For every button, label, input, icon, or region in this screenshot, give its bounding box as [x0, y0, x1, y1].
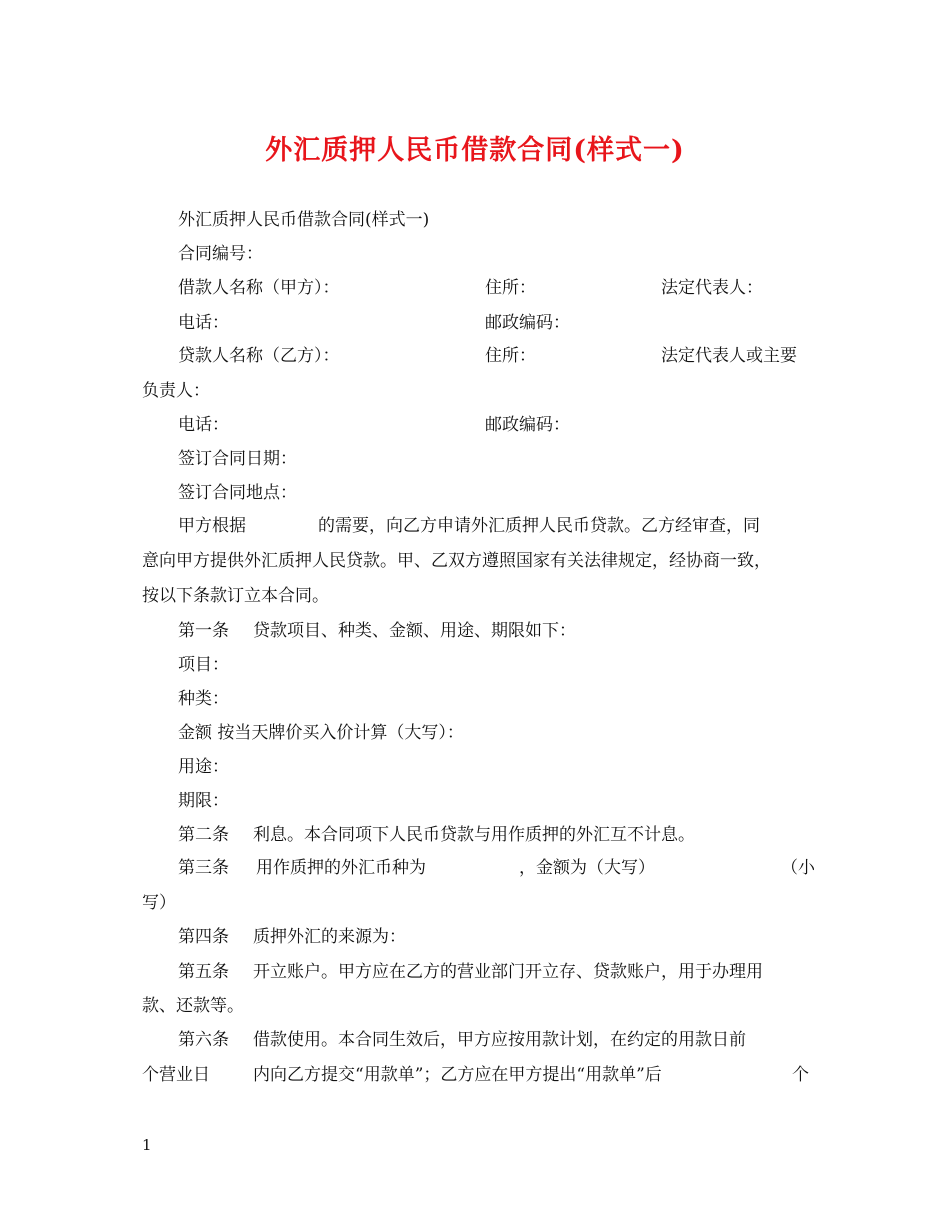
preamble-text: 按以下条款订立本合同。	[142, 586, 329, 606]
contract-heading: 外汇质押人民币借款合同(样式一)	[178, 210, 430, 230]
article-6-text: 个营业日	[142, 1065, 210, 1085]
contract-number-label: 合同编号：	[178, 244, 263, 264]
lender-legal-rep-label-cont: 负责人：	[142, 381, 210, 401]
article-3-label: 第三条	[178, 858, 229, 878]
borrower-postcode-label: 邮政编码：	[485, 313, 570, 333]
signing-place-label: 签订合同地点：	[178, 483, 297, 503]
article-5-label: 第五条	[178, 962, 229, 982]
lender-phone-label: 电话：	[178, 415, 229, 435]
article-4-label: 第四条	[178, 927, 229, 947]
preamble-text: 的需要，向乙方申请外汇质押人民币贷款。乙方经审查，同	[318, 516, 760, 536]
article-4-text: 质押外汇的来源为：	[253, 927, 406, 947]
borrower-legal-rep-label: 法定代表人：	[661, 278, 763, 298]
lender-name-label: 贷款人名称（乙方）：	[178, 346, 340, 366]
article-3-text: 写）	[142, 893, 176, 913]
amount-label: 金额 按当天牌价买入价计算（大写）：	[178, 723, 464, 743]
article-3-text: （小	[781, 858, 815, 878]
term-label: 期限：	[178, 791, 229, 811]
article-6-text: 借款使用。本合同生效后，甲方应按用款计划，在约定的用款日前	[253, 1030, 746, 1050]
preamble-text: 甲方根据	[178, 516, 246, 536]
project-label: 项目：	[178, 655, 229, 675]
article-1-text: 贷款项目、种类、金额、用途、期限如下：	[253, 621, 576, 641]
article-6-text: 内向乙方提交“用款单”；乙方应在甲方提出“用款单”后	[253, 1065, 662, 1085]
article-3-text: 用作质押的外汇币种为	[256, 858, 426, 878]
preamble-text: 意向甲方提供外汇质押人民贷款。甲、乙双方遵照国家有关法律规定，经协商一致，	[142, 551, 771, 571]
type-label: 种类：	[178, 689, 229, 709]
article-5-text: 开立账户。甲方应在乙方的营业部门开立存、贷款账户，用于办理用	[253, 962, 763, 982]
signing-date-label: 签订合同日期：	[178, 449, 297, 469]
article-3-text: ，金额为（大写）	[519, 858, 655, 878]
lender-address-label: 住所：	[485, 346, 536, 366]
article-6-text: 个	[792, 1065, 809, 1085]
lender-legal-rep-label: 法定代表人或主要	[661, 346, 797, 366]
page-number: 1	[142, 1136, 152, 1154]
borrower-name-label: 借款人名称（甲方）：	[178, 278, 340, 298]
article-6-label: 第六条	[178, 1030, 229, 1050]
article-1-label: 第一条	[178, 621, 229, 641]
article-2-text: 利息。本合同项下人民币贷款与用作质押的外汇互不计息。	[253, 825, 695, 845]
article-5-text: 款、还款等。	[142, 996, 244, 1016]
article-2-label: 第二条	[178, 825, 229, 845]
purpose-label: 用途：	[178, 757, 229, 777]
borrower-address-label: 住所：	[485, 278, 536, 298]
borrower-phone-label: 电话：	[178, 313, 229, 333]
lender-postcode-label: 邮政编码：	[485, 415, 570, 435]
document-title: 外汇质押人民币借款合同(样式一)	[265, 135, 685, 166]
